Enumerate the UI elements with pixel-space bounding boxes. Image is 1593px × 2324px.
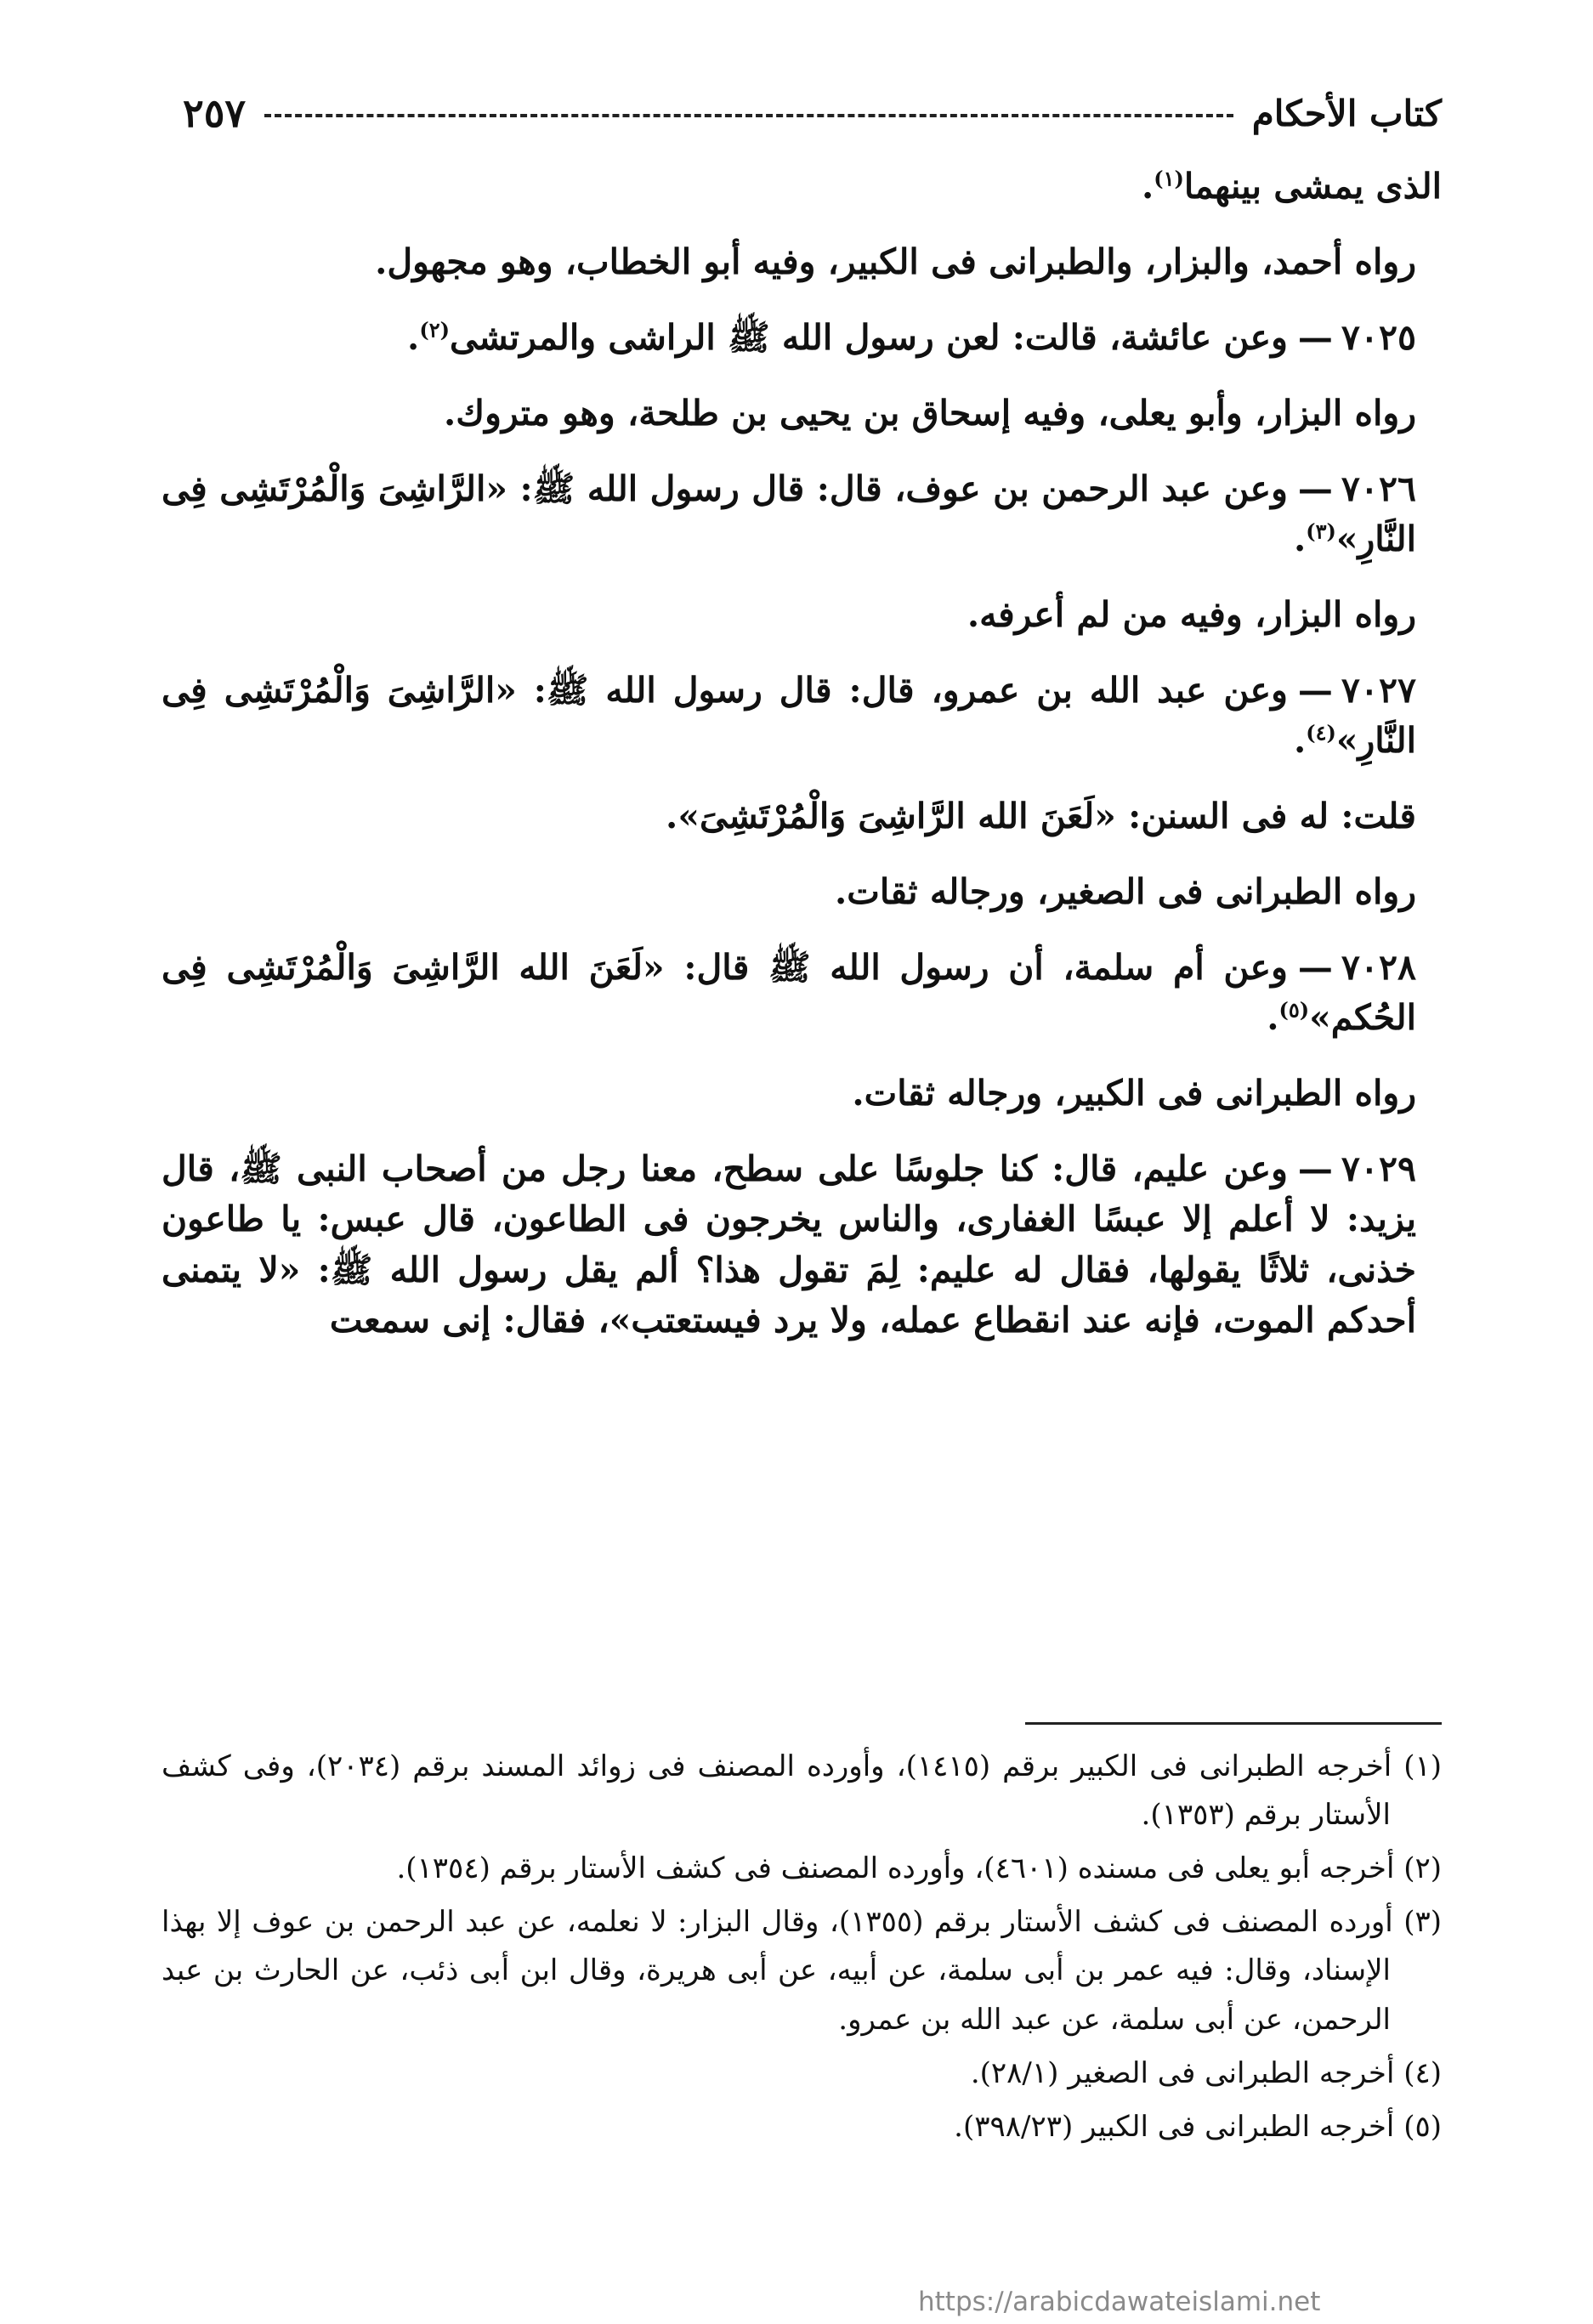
- paragraph-text: رواه الطبرانى فى الكبير، ورجاله ثقات.: [852, 1073, 1416, 1114]
- footnote-marker: (٥): [1278, 997, 1310, 1023]
- hadith-paragraph: [162, 464, 1442, 564]
- header-dashed-rule: [264, 114, 1233, 117]
- hadith-paragraph: [162, 313, 1442, 363]
- text-paragraph: [162, 1068, 1442, 1119]
- hadith-number: ٧٠٢٧: [1341, 670, 1416, 711]
- paragraph-text: رواه البزار، وأبو يعلى، وفيه إسحاق بن يحيى بن طلحة، وهو متروك.: [444, 393, 1416, 434]
- paragraph-text: الذى يمشى بينهما: [1183, 166, 1442, 207]
- number-dash: —: [1297, 1148, 1333, 1190]
- sentence-end: .: [1267, 997, 1279, 1039]
- text-paragraph: [162, 867, 1442, 917]
- paragraph-text: وعن عليم، قال: كنا جلوسًا على سطح، معنا رجل من أصحاب النبى ﷺ، قال يزيد: لا أعلم إلا عبسًا الغفارى، والناس يخرجون فى الطاعون، قال عبس: يا طاعون خذنى، ثلاثًا يقولها، فقال له عليم: لِمَ تقول هذا؟ ألم يقل رسول الله ﷺ: «لا يتمنى أحدكم الموت، فإنه عند انقطاع عمله، ولا يرد فيستعتب»، فقال: إنى سمعت: [162, 1148, 1416, 1341]
- hadith-number: ٧٠٢٥: [1341, 317, 1416, 359]
- watermark-url: https://arabicdawateislami.net: [918, 2287, 1321, 2317]
- number-dash: —: [1297, 947, 1333, 989]
- footnote-item: (٤) أخرجه الطبرانى فى الصغير (٢٨/١).: [970, 2055, 1442, 2090]
- hadith-paragraph: [162, 943, 1442, 1043]
- hadith-number: ٧٠٢٦: [1341, 468, 1416, 510]
- sentence-end: .: [1293, 519, 1307, 560]
- footnote-marker: (٣): [1306, 519, 1336, 544]
- hadith-number: ٧٠٢٨: [1341, 947, 1416, 989]
- sentence-end: .: [1141, 166, 1154, 207]
- footnote-item: (٢) أخرجه أبو يعلى فى مسنده (٤٦٠١)، وأورده المصنف فى كشف الأستار برقم (١٣٥٤).: [396, 1851, 1442, 1886]
- page-header: [183, 83, 1442, 143]
- page-number: ٢٥٧: [183, 90, 247, 136]
- footnote-item: (١) أخرجه الطبرانى فى الكبير برقم (١٤١٥)، وأورده المصنف فى زوائد المسند برقم (٢٠٣٤)، وفى كشف الأستار برقم (١٣٥٣).: [162, 1749, 1442, 1833]
- paragraph-text: وعن أم سلمة، أن رسول الله ﷺ قال: «لَعَنَ الله الرَّاشِىَ وَالْمُرْتَشِى فِى الحُكم»: [162, 947, 1416, 1039]
- number-dash: —: [1297, 670, 1333, 711]
- text-paragraph: [162, 791, 1442, 842]
- footnote-item: (٥) أخرجه الطبرانى فى الكبير (٣٩٨/٢٣).: [954, 2109, 1442, 2144]
- paragraph-text: رواه أحمد، والبزار، والطبرانى فى الكبير، وفيه أبو الخطاب، وهو مجهول.: [375, 241, 1416, 283]
- number-dash: —: [1297, 317, 1333, 359]
- hadith-paragraph: [162, 1144, 1442, 1345]
- paragraph-text: رواه البزار، وفيه من لم أعرفه.: [967, 594, 1416, 636]
- footnote-item: (٣) أورده المصنف فى كشف الأستار برقم (١٣٥٥)، وقال البزار: لا نعلمه، عن عبد الرحمن بن عوف إلا بهذا الإسناد، وقال: فيه عمر بن أبى سلمة، عن أبيه، عن أبى هريرة، وقال ابن أبى ذئب، عن الحارث بن عبد الرحمن، عن أبى سلمة، عن عبد الله بن عمرو.: [162, 1905, 1443, 2037]
- number-dash: —: [1297, 468, 1333, 510]
- text-paragraph: [162, 590, 1442, 640]
- text-paragraph: [162, 237, 1442, 287]
- paragraph-text: وعن عبد الرحمن بن عوف، قال: قال رسول الله ﷺ: «الرَّاشِىَ وَالْمُرْتَشِى فِى النَّارِ»: [162, 468, 1416, 560]
- footnote-marker: (١): [1154, 166, 1184, 191]
- paragraph-text: رواه الطبرانى فى الصغير، ورجاله ثقات.: [835, 871, 1416, 913]
- hadith-paragraph: [162, 666, 1442, 766]
- paragraph-text: وعن عائشة، قالت: لعن رسول الله ﷺ الراشى والمرتشى: [449, 317, 1288, 359]
- footnote-marker: (٤): [1306, 720, 1336, 745]
- footnote-separator: [1025, 1722, 1442, 1725]
- book-title: كتاب الأحكام: [1251, 92, 1442, 134]
- paragraph-text: وعن عبد الله بن عمرو، قال: قال رسول الله ﷺ: «الرَّاشِىَ وَالْمُرْتَشِى فِى النَّارِ»: [162, 670, 1416, 762]
- footnote-marker: (٢): [419, 317, 450, 343]
- main-text: [162, 162, 1442, 1371]
- text-paragraph: [162, 388, 1442, 439]
- text-paragraph: [162, 162, 1442, 212]
- hadith-number: ٧٠٢٩: [1341, 1148, 1416, 1190]
- footnotes: [162, 1743, 1442, 2157]
- paragraph-text: قلت: له فى السنن: «لَعَنَ الله الرَّاشِىَ وَالْمُرْتَشِىَ».: [666, 796, 1416, 837]
- sentence-end: .: [407, 317, 420, 359]
- sentence-end: .: [1293, 720, 1307, 762]
